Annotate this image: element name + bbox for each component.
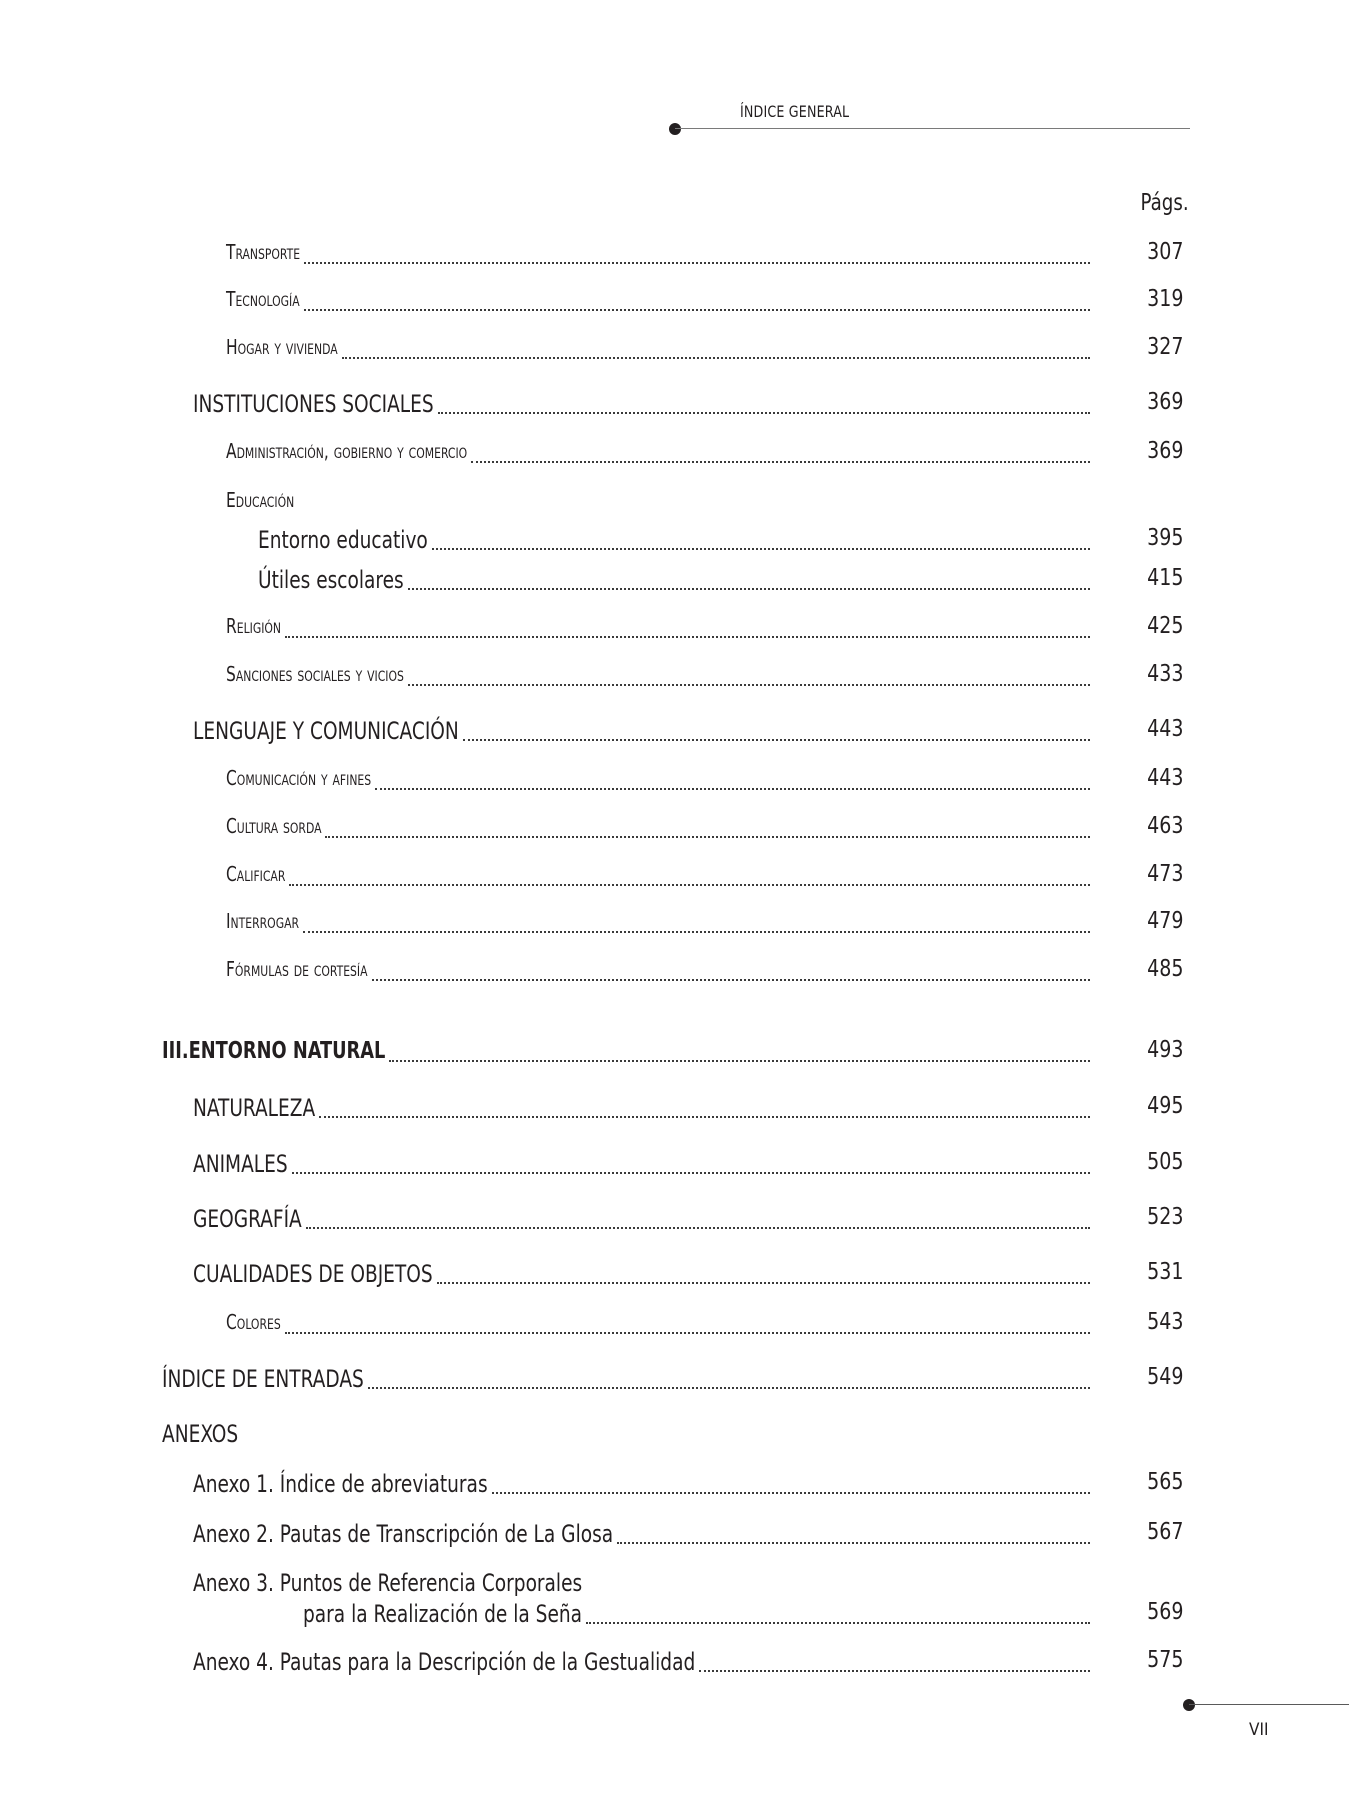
toc-entry-label: ANEXOS: [162, 1420, 239, 1448]
dot-leader: [437, 1282, 1090, 1284]
toc-entry-page: 443: [1146, 716, 1183, 742]
toc-entry-label: Educación: [226, 488, 295, 512]
toc-entry: [0, 1258, 1349, 1290]
dot-leader: [285, 1332, 1090, 1334]
toc-entry: [0, 715, 1349, 747]
toc-entry: [0, 333, 1349, 365]
toc-entry-page: 327: [1146, 334, 1183, 360]
dot-leader: [292, 1172, 1090, 1174]
toc-entry: [0, 812, 1349, 844]
toc-entry: [0, 238, 1349, 270]
dot-leader: [319, 1116, 1090, 1118]
toc-entry: [0, 1092, 1349, 1124]
dot-leader: [408, 684, 1090, 686]
toc-entry-page: 531: [1146, 1259, 1183, 1285]
dot-leader: [342, 357, 1090, 359]
dot-leader: [289, 884, 1090, 886]
dot-leader: [372, 979, 1090, 981]
dot-leader: [389, 1060, 1090, 1062]
toc-entry-page: 543: [1146, 1309, 1183, 1335]
toc-entry-page: 485: [1146, 956, 1183, 982]
toc-entry-label: LENGUAJE Y COMUNICACIÓN: [193, 717, 459, 745]
toc-entry-page: 505: [1146, 1149, 1183, 1175]
toc-entry: [0, 955, 1349, 987]
toc-entry-label: Anexo 1. Índice de abreviaturas: [193, 1470, 488, 1498]
toc-entry-page: 575: [1146, 1647, 1183, 1673]
toc-entry-page: 495: [1146, 1093, 1183, 1119]
toc-entry-label: ANIMALES: [193, 1150, 288, 1178]
dot-leader: [304, 262, 1090, 264]
running-header-title: ÍNDICE GENERAL: [740, 102, 850, 121]
toc-entry: [0, 437, 1349, 469]
toc-entry: [0, 1036, 1349, 1068]
toc-entry: [0, 524, 1349, 556]
toc-entry-page: 307: [1146, 239, 1183, 265]
dot-leader: [303, 931, 1090, 933]
toc-entry-label: Religión: [226, 614, 282, 638]
toc-entry-page: 523: [1146, 1204, 1183, 1230]
dot-leader: [304, 309, 1090, 311]
toc-entry-label: para la Realización de la Seña: [303, 1600, 583, 1628]
toc-entry-label: Sanciones sociales y vicios: [226, 662, 404, 686]
dot-leader: [408, 588, 1090, 590]
toc-entry: [0, 1363, 1349, 1395]
toc-entry-label: Entorno educativo: [258, 526, 428, 554]
dot-leader: [375, 788, 1090, 790]
toc-entry-page: 319: [1146, 286, 1183, 312]
toc-entry: [0, 285, 1349, 317]
toc-entry-page: 549: [1146, 1364, 1183, 1390]
toc-entry: [0, 1646, 1349, 1678]
toc-entry-label: Hogar y vivienda: [226, 335, 338, 359]
toc-entry-page: 415: [1146, 565, 1183, 591]
toc-entry-label: Anexo 2. Pautas de Transcripción de La Glosa: [193, 1520, 614, 1548]
header-rule: [675, 128, 1190, 129]
toc-entry: [0, 1518, 1349, 1550]
toc-entry: [0, 860, 1349, 892]
toc-entry-page: 433: [1146, 661, 1183, 687]
dot-leader: [325, 836, 1090, 838]
pages-column-heading: Págs.: [1140, 190, 1189, 216]
page-number: VII: [1249, 1720, 1269, 1740]
toc-entry: [0, 907, 1349, 939]
toc-entry-label: NATURALEZA: [193, 1094, 316, 1122]
toc-entry-label: Administración, gobierno y comercio: [226, 439, 468, 463]
toc-entry: [0, 1468, 1349, 1500]
toc-entry-label: Calificar: [226, 862, 286, 886]
toc-entry-label: ÍNDICE DE ENTRADAS: [162, 1365, 364, 1393]
dot-leader: [285, 636, 1090, 638]
dot-leader: [471, 461, 1090, 463]
toc-entry-label: Anexo 3. Puntos de Referencia Corporales: [193, 1569, 583, 1597]
toc-entry-page: 369: [1146, 389, 1183, 415]
dot-leader: [438, 412, 1090, 414]
toc-entry-label: III.ENTORNO NATURAL: [162, 1038, 386, 1064]
toc-entry-page: 463: [1146, 813, 1183, 839]
toc-entry-page: 395: [1146, 525, 1183, 551]
toc-entry: [0, 764, 1349, 796]
toc-entry-page: 425: [1146, 613, 1183, 639]
footer-rule: [1189, 1704, 1349, 1705]
toc-entry-page: 569: [1146, 1599, 1183, 1625]
toc-entry-label: CUALIDADES DE OBJETOS: [193, 1260, 433, 1288]
toc-entry-label: Comunicación y afines: [226, 766, 372, 790]
toc-entry-label: INSTITUCIONES SOCIALES: [193, 390, 434, 418]
footer-bullet-dot: [1183, 1699, 1195, 1711]
toc-entry: [0, 1148, 1349, 1180]
toc-entry: [0, 388, 1349, 420]
toc-entry-page: 479: [1146, 908, 1183, 934]
toc-entry-page: 369: [1146, 438, 1183, 464]
toc-entry: [0, 612, 1349, 644]
toc-entry: [0, 564, 1349, 596]
toc-entry-label: Anexo 4. Pautas para la Descripción de la Gestualidad: [193, 1648, 696, 1676]
toc-entry-label: Fórmulas de cortesía: [226, 957, 368, 981]
toc-entry-label: Tecnología: [226, 287, 300, 311]
toc-entry-page: 565: [1146, 1469, 1183, 1495]
toc-entry: [0, 486, 1349, 518]
toc-entry: [0, 1598, 1349, 1630]
toc-entry-label: Colores: [226, 1310, 281, 1334]
toc-entry-page: 493: [1146, 1037, 1183, 1063]
dot-leader: [432, 548, 1090, 550]
dot-leader: [586, 1622, 1090, 1624]
dot-leader: [306, 1227, 1090, 1229]
toc-entry-label: Útiles escolares: [258, 566, 404, 594]
toc-entry-label: GEOGRAFÍA: [193, 1205, 302, 1233]
toc-entry-label: Interrogar: [226, 909, 300, 933]
toc-entry-label: Transporte: [226, 240, 301, 264]
dot-leader: [492, 1492, 1090, 1494]
toc-entry-page: 473: [1146, 861, 1183, 887]
toc-entry-page: 443: [1146, 765, 1183, 791]
toc-entry: [0, 1203, 1349, 1235]
dot-leader: [368, 1387, 1090, 1389]
dot-leader: [699, 1670, 1090, 1672]
toc-entry: [0, 660, 1349, 692]
toc-entry: [0, 1567, 1349, 1599]
toc-entry: [0, 1418, 1349, 1450]
toc-entry-page: 567: [1146, 1519, 1183, 1545]
toc-entry-label: Cultura sorda: [226, 814, 322, 838]
toc-entry: [0, 1308, 1349, 1340]
header-bullet-dot: [669, 123, 681, 135]
dot-leader: [463, 739, 1090, 741]
dot-leader: [617, 1542, 1090, 1544]
